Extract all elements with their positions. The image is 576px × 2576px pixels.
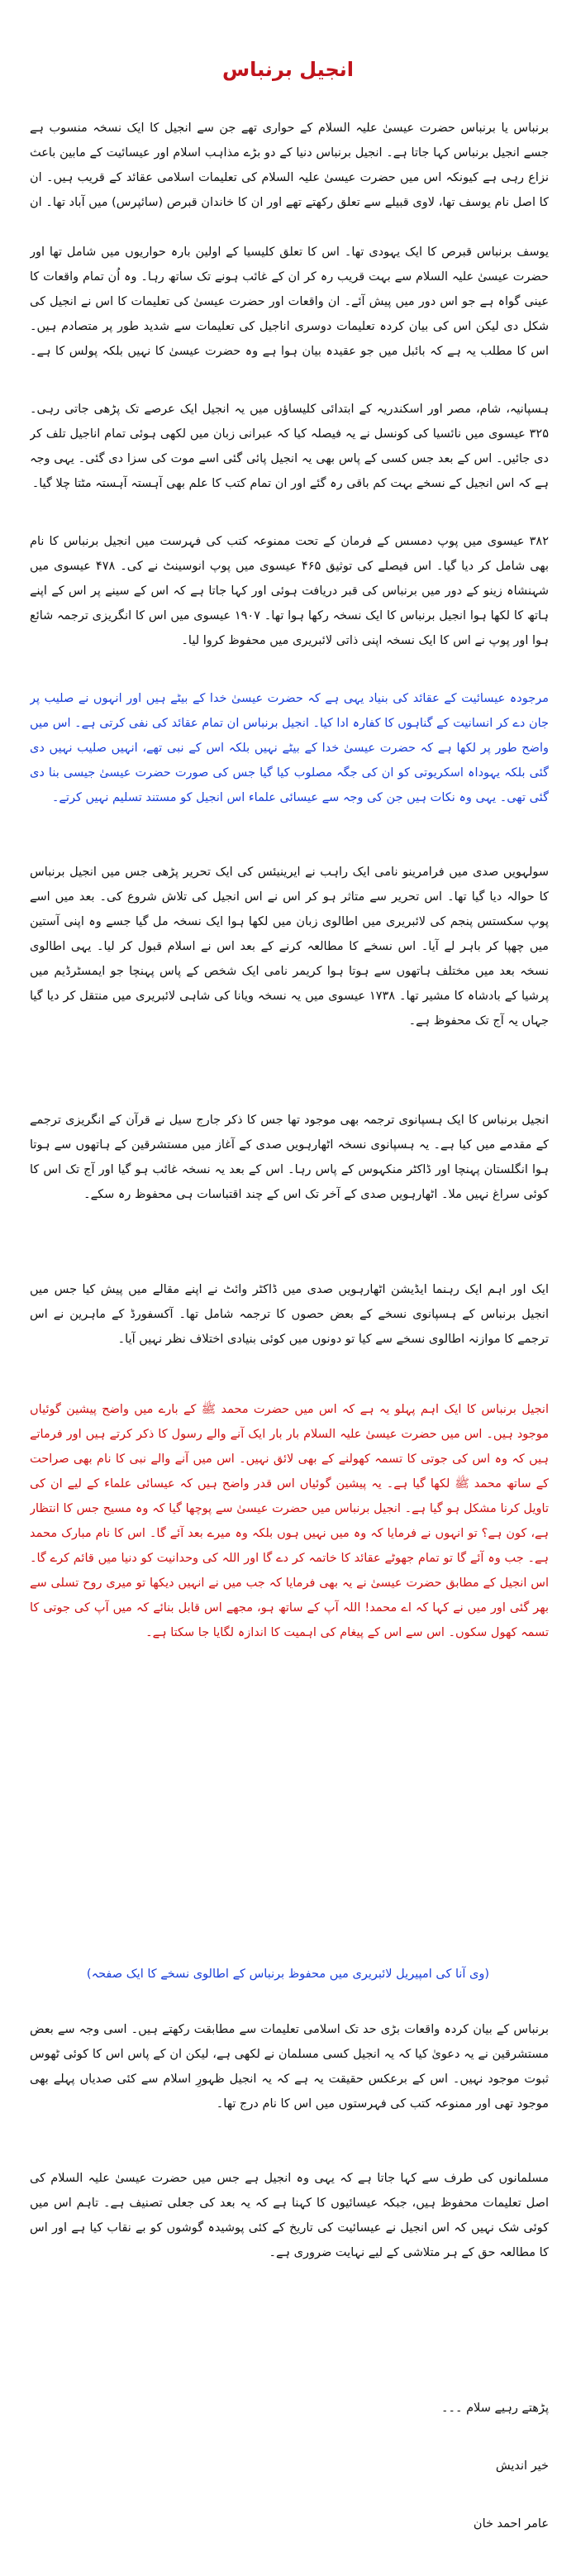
paragraph-5: مرجودہ عیسائیت کے عقائد کی بنیاد یہی ہے کہ حضرت عیسیٰ خدا کے بیٹے ہیں اور انہوں نے صلیب پر جان دے کر انسانیت کے گناہوں کا کفارہ ادا کیا۔ انجیل برنباس ان تمام عقائد کی نفی کرتی ہے۔ اس میں واضح طور پر لکھا ہے کہ حضرت عیسیٰ خدا کے بیٹے نہیں بلکہ اس کے نبی تھے، انہیں صلیب نہیں دی گئی بلکہ یہوداہ اسکریوتی کو ان کی جگہ مصلوب کیا گیا جس کی صورت حضرت عیسیٰ جیسی بنا دی گئی تھی۔ یہی وہ نکات ہیں جن کی وجہ سے عیسائی علماء اس انجیل کو مستند تسلیم نہیں کرتے۔ xyxy=(30,692,549,804)
paragraph-9: انجیل برنباس کا ایک اہم پہلو یہ ہے کہ اس میں حضرت محمد ﷺ کے بارے میں واضح پیشین گوئیاں موجود ہیں۔ اس میں حضرت عیسیٰ علیہ السلام بار بار ایک آنے والے رسول کا ذکر کرتے ہیں اور فرماتے ہیں کہ وہ اس کی جوتی کا تسمہ کھولنے کے بھی لائق نہیں۔ اس میں آنے والے نبی کا نام بھی صراحت کے ساتھ محمد ﷺ لکھا گیا ہے۔ یہ پیشین گوئیاں اس قدر واضح ہیں کہ عیسائی علماء کے لیے ان کی تاویل کرنا مشکل ہو گیا ہے۔ انجیل برنباس میں حضرت عیسیٰ سے پوچھا گیا کہ وہ مسیح جس کا انتظار ہے، کون ہے؟ تو انہوں نے فرمایا کہ وہ میں نہیں ہوں بلکہ وہ میرے بعد آئے گا۔ اس کا نام مبارک محمد ہے۔ جب وہ آئے گا تو تمام جھوٹے عقائد کا خاتمہ کر دے گا اور اللہ کی وحدانیت کو دنیا میں قائم کرے گا۔ اس انجیل کے مطابق حضرت عیسیٰ نے یہ بھی فرمایا کہ جب میں نے انہیں دیکھا تو میری روح تسلی سے بھر گئی اور میں نے کہا کہ اے محمد! اللہ آپ کے ساتھ ہو، مجھے اس قابل بنائے کہ میں آپ کی جوتی کا تسمہ کھول سکوں۔ اس سے اس کے پیغام کی اہمیت کا اندازہ لگایا جا سکتا ہے۔ xyxy=(30,1403,549,1639)
image-caption: (وی آنا کی امپیریل لائبریری میں محفوظ برنباس کے اطالوی نسخے کا ایک صفحہ) xyxy=(86,1968,490,1981)
paragraph-7: انجیل برنباس کا ایک ہسپانوی ترجمہ بھی موجود تھا جس کا ذکر جارج سیل نے قرآن کے انگریزی ترجمے کے مقدمے میں کیا ہے۔ یہ ہسپانوی نسخہ اٹھارہویں صدی کے آغاز میں مستشرقین کے ہاتھوں سے ہوتا ہوا انگلستان پہنچا اور ڈاکٹر منکہوس کے پاس رہا۔ اس کے بعد یہ نسخہ غائب ہو گیا اور آج تک اس کا کوئی سراغ نہیں ملا۔ اٹھارہویں صدی کے آخر تک اس کے چند اقتباسات ہی محفوظ رہ سکے۔ xyxy=(30,1114,549,1201)
paragraph-1: برنباس یا برنباس حضرت عیسیٰ علیہ السلام کے حواری تھے جن سے انجیل کا ایک نسخہ منسوب ہے جسے انجیل برنباس کہا جاتا ہے۔ انجیل برنباس دنیا کے دو بڑے مذاہب اسلام اور عیسائیت کے مابین باعث نزاع رہی ہے کیونکہ اس میں حضرت عیسیٰ علیہ السلام کی تعلیمات اسلامی عقائد کے قریب ہیں۔ ان کا اصل نام یوسف تھا، لاوی قبیلے سے تعلق رکھتے تھے اور ان کا خاندان قبرص (سائپرس) میں آباد تھا۔ ان xyxy=(30,122,549,209)
blessing: خیر اندیش xyxy=(495,2459,549,2473)
page-title: انجیل برنباس xyxy=(222,58,354,81)
paragraph-3: ہسپانیہ، شام، مصر اور اسکندریہ کے ابتدائی کلیساؤں میں یہ انجیل ایک عرصے تک پڑھی جاتی رہی۔ ۳۲۵ عیسوی میں نائسیا کی کونسل نے یہ فیصلہ کیا کہ عبرانی زبان میں لکھی ہوئی تمام اناجیل تلف کر دی جائیں۔ اس کے بعد جس کسی کے پاس بھی یہ انجیل پائی گئی اسے موت کی سزا دی گئی۔ یہی وجہ ہے کہ اس انجیل کے نسخے بہت کم باقی رہ گئے اور ان تمام کتب کا علم بھی آہستہ آہستہ مٹتا چلا گیا۔ xyxy=(30,403,549,490)
paragraph-8: ایک اور اہم ایک رہنما ایڈیشن اٹھارہویں صدی میں ڈاکٹر وائٹ نے اپنے مقالے میں پیش کیا جس میں انجیل برنباس کے ہسپانوی نسخے کے بعض حصوں کا ترجمہ شامل تھا۔ آکسفورڈ کے ماہرین نے اس ترجمے کا موازنہ اطالوی نسخے سے کیا تو دونوں میں کوئی بنیادی اختلاف نظر نہیں آیا۔ xyxy=(30,1283,549,1346)
paragraph-10: برنباس کے بیان کردہ واقعات بڑی حد تک اسلامی تعلیمات سے مطابقت رکھتے ہیں۔ اسی وجہ سے بعض مستشرقین نے یہ دعویٰ کیا کہ یہ انجیل کسی مسلمان نے لکھی ہے، لیکن ان کے پاس اس کا کوئی ٹھوس ثبوت موجود نہیں۔ اس کے برعکس حقیقت یہ ہے کہ یہ انجیل ظہورِ اسلام سے کئی صدیاں پہلے بھی موجود تھی اور ممنوعہ کتب کی فہرستوں میں اس کا نام درج تھا۔ xyxy=(30,2023,549,2111)
paragraph-2: یوسف برنباس قبرص کا ایک یہودی تھا۔ اس کا تعلق کلیسیا کے اولین بارہ حواریوں میں شامل تھا اور حضرت عیسیٰ علیہ السلام سے بہت قریب رہ کر ان کے غائب ہونے تک ساتھ رہا۔ وہ اُن تمام واقعات کا عینی گواہ ہے جو اس دور میں پیش آئے۔ ان واقعات اور حضرت عیسیٰ کی تعلیمات کا اس نے انجیل کی شکل دی لیکن اس کی بیان کردہ تعلیمات دوسری اناجیل کی تعلیمات سے شدید طور پر متصادم ہیں۔ اس کا مطلب یہ ہے کہ بائبل میں جو عقیدہ بیان ہوا ہے وہ حضرت عیسیٰ کا نہیں بلکہ پولس کا ہے۔ xyxy=(30,246,549,358)
paragraph-6: سولہویں صدی میں فرامرینو نامی ایک راہب نے ایرینیئس کی ایک تحریر پڑھی جس میں انجیل برنباس کا حوالہ دیا گیا تھا۔ اس تحریر سے متاثر ہو کر اس نے اس انجیل کی تلاش شروع کی۔ بعد میں اسے پوپ سکستس پنجم کی لائبریری میں اطالوی زبان میں لکھا ہوا ایک نسخہ مل گیا جسے وہ اپنی آستین میں چھپا کر باہر لے آیا۔ اس نسخے کا مطالعہ کرنے کے بعد اس نے اسلام قبول کر لیا۔ یہی اطالوی نسخہ بعد میں مختلف ہاتھوں سے ہوتا ہوا کریمر نامی ایک شخص کے پاس پہنچا جو ایمسٹرڈیم میں پرشیا کے بادشاہ کا مشیر تھا۔ ۱۷۳۸ عیسوی میں یہ نسخہ ویانا کی شاہی لائبریری میں منتقل کر دیا گیا جہاں یہ آج تک محفوظ ہے۔ xyxy=(30,866,549,1028)
author-name: عامر احمد خان xyxy=(473,2517,549,2531)
paragraph-4: ۳۸۲ عیسوی میں پوپ دمسس کے فرمان کے تحت ممنوعہ کتب کی فہرست میں انجیل برنباس کا نام بھی شامل کر دیا گیا۔ اس فیصلے کی توثیق ۴۶۵ عیسوی میں پوپ انوسینٹ نے کی۔ ۴۷۸ عیسوی میں شہنشاہ زینو کے دور میں برنباس کی قبر دریافت ہوئی اور کہا جاتا ہے کہ اس کے سینے پر اس کے اپنے ہاتھ کا لکھا ہوا انجیل برنباس کا ایک نسخہ رکھا ہوا تھا۔ ۱۹۰۷ عیسوی میں اس کا انگریزی ترجمہ شائع ہوا اور پوپ نے اس کا ایک نسخہ اپنی ذاتی لائبریری میں محفوظ کروا لیا۔ xyxy=(30,535,549,647)
sign-off: پڑھتے رہیے سلام ۔۔۔ xyxy=(440,2402,549,2415)
paragraph-11: مسلمانوں کی طرف سے کہا جاتا ہے کہ یہی وہ انجیل ہے جس میں حضرت عیسیٰ علیہ السلام کی اصل تعلیمات محفوظ ہیں، جبکہ عیسائیوں کا کہنا ہے کہ یہ بعد کی جعلی تصنیف ہے۔ تاہم اس میں کوئی شک نہیں کہ اس انجیل نے عیسائیت کی تاریخ کے کئی پوشیدہ گوشوں کو بے نقاب کیا ہے اور اس کا مطالعہ حق کے ہر متلاشی کے لیے نہایت ضروری ہے۔ xyxy=(30,2172,549,2259)
